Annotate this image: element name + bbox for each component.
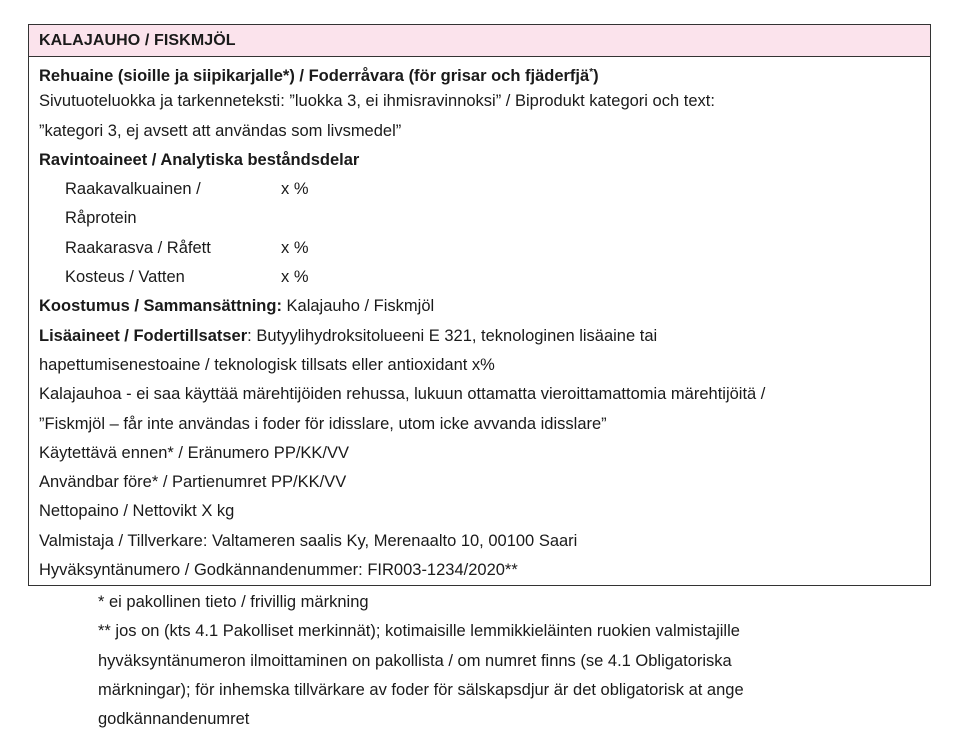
byproduct-line-2: ”kategori 3, ej avsett att användas som livsmedel” <box>39 121 402 140</box>
footnotes <box>98 588 918 734</box>
footnote-1: * ei pakollinen tieto / frivillig märkning <box>98 593 369 611</box>
nutrient-row <box>39 175 930 204</box>
nutrient-name: Raakarasva / Råfett <box>65 238 211 257</box>
warning-line-1: Kalajauhoa - ei saa käyttää märehtijöiden rehussa, lukuun ottamatta vieroittamattomia märehtijöitä / <box>39 385 766 404</box>
nutrient-row <box>39 234 930 263</box>
nutrients-heading: Ravintoaineet / Analytiska beståndsdelar <box>39 150 360 169</box>
additives-line-1 <box>39 322 930 351</box>
additives-line-2: hapettumisenestoaine / teknologisk tillsats eller antioxidant x% <box>39 355 495 374</box>
label-title: KALAJAUHO / FISKMJÖL <box>39 31 236 49</box>
label-content <box>29 57 930 585</box>
feed-type-asterisk: * <box>589 67 594 78</box>
best-before-fi: Käytettävä ennen* / Eränumero PP/KK/VV <box>39 443 350 462</box>
approval-number: Hyväksyntänumero / Godkännandenummer: FIR003-1234/2020** <box>39 561 518 580</box>
composition-value: Kalajauho / Fiskmjöl <box>281 297 435 316</box>
net-weight: Nettopaino / Nettovikt X kg <box>39 502 235 521</box>
feed-label-box <box>28 24 931 586</box>
composition-label: Koostumus / Sammansättning: <box>39 297 282 316</box>
feed-type-text: Rehuaine (sioille ja siipikarjalle*) / Foderråvara (för grisar och fjäderfjä <box>39 67 590 85</box>
best-before-sv: Användbar före* / Partienumret PP/KK/VV <box>39 473 347 492</box>
nutrient-name: Raakavalkuainen / <box>65 180 201 199</box>
footnote-2-line-1: ** jos on (kts 4.1 Pakolliset merkinnät); kotimaisille lemmikkieläinten ruokien valmistajille <box>98 622 740 641</box>
nutrient-value: x % <box>281 238 309 257</box>
nutrient-name: Kosteus / Vatten <box>65 268 185 287</box>
feed-type-close: ) <box>593 67 599 85</box>
manufacturer: Valmistaja / Tillverkare: Valtameren saalis Ky, Merenaalto 10, 00100 Saari <box>39 531 578 550</box>
feed-type-line <box>39 58 930 87</box>
additives-label: Lisäaineet / Fodertillsatser <box>39 326 248 345</box>
nutrient-value: x % <box>281 268 309 287</box>
nutrient-row <box>39 263 930 292</box>
additives-value-1: : Butyylihydroksitolueeni E 321, teknologinen lisäaine tai <box>247 326 658 345</box>
footnote-2-line-3: märkningar); för inhemska tillvärkare av foder för sälskapsdjur är det obligatorisk at ange <box>98 680 744 699</box>
label-title-row <box>29 25 930 57</box>
nutrient-name: Råprotein <box>65 209 137 228</box>
warning-line-2: ”Fiskmjöl – får inte användas i foder för idisslare, utom icke avvanda idisslare” <box>39 414 607 433</box>
nutrient-value: x % <box>281 180 309 199</box>
footnote-2-line-4: godkännandenumret <box>98 710 250 729</box>
composition-line <box>39 292 930 321</box>
footnote-2-line-2: hyväksyntänumeron ilmoittaminen on pakollista / om numret finns (se 4.1 Obligatoriska <box>98 651 732 670</box>
byproduct-line-1: Sivutuoteluokka ja tarkenneteksti: ”luokka 3, ei ihmisravinnoksi” / Biprodukt kategori och text: <box>39 92 715 111</box>
nutrient-row <box>39 204 930 233</box>
